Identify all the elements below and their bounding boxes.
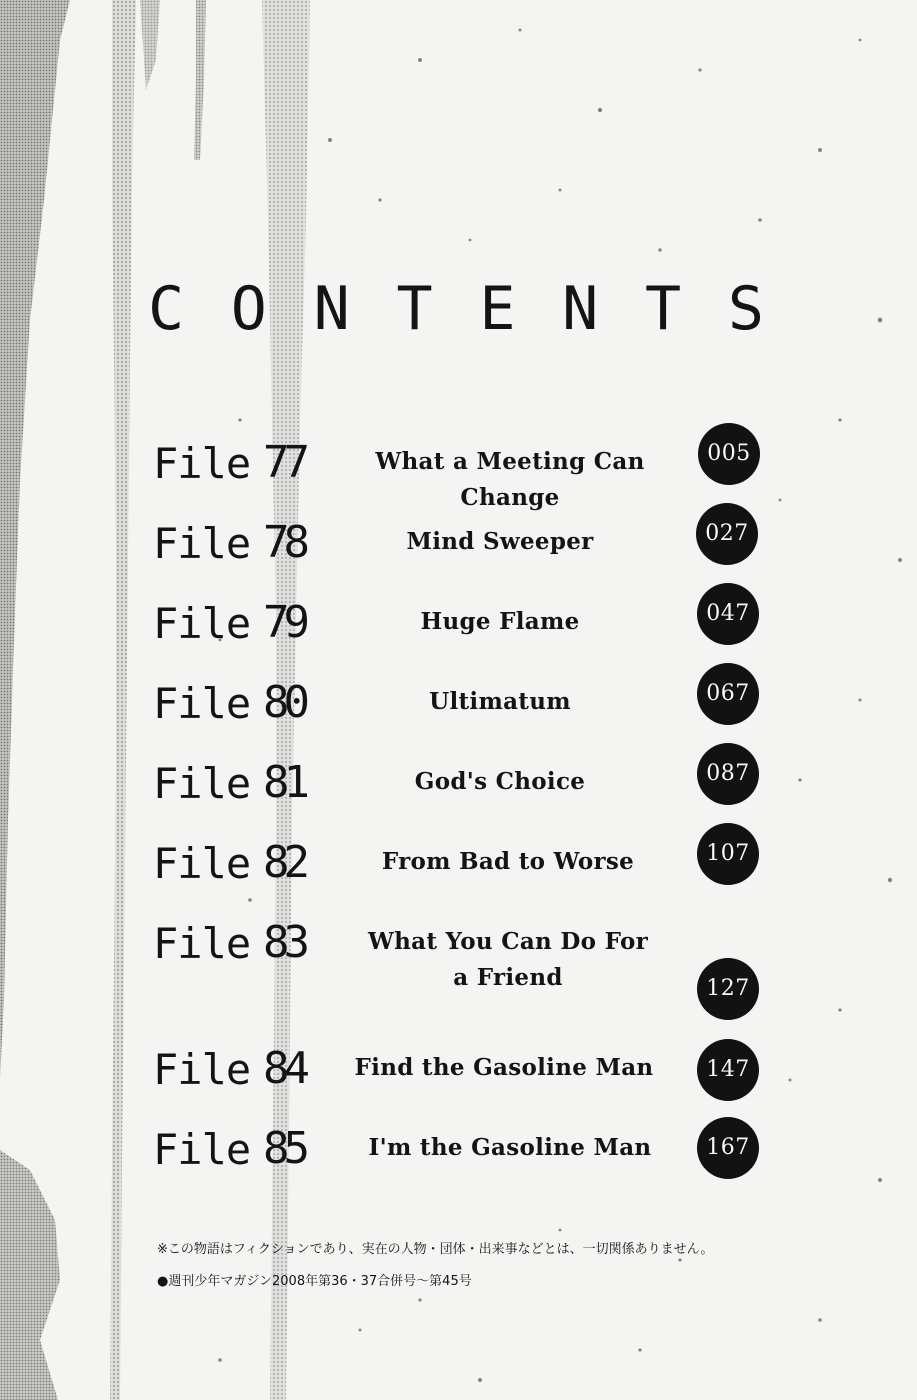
file-number: 85 xyxy=(263,1123,304,1174)
page-number-badge: 027 xyxy=(696,503,758,565)
file-number: 81 xyxy=(263,757,304,808)
heading-letter: N xyxy=(562,274,599,344)
chapter-title: Huge Flame xyxy=(420,608,580,635)
page-number-badge: 005 xyxy=(698,423,760,485)
disclaimer-note: ※この物語はフィクションであり、実在の人物・団体・出来事などとは、一切関係ありません。 xyxy=(157,1242,714,1257)
file-label: File xyxy=(153,919,251,968)
file-label: File xyxy=(153,839,251,888)
page-number-badge: 127 xyxy=(697,958,759,1020)
file-label: File xyxy=(153,1125,251,1174)
file-label: File xyxy=(153,519,251,568)
chapter-title: Mind Sweeper xyxy=(406,528,594,555)
serialization-note: ●週刊少年マガジン2008年第36・37合併号〜第45号 xyxy=(157,1274,472,1289)
file-number: 78 xyxy=(263,517,304,568)
heading-letter: S xyxy=(727,274,764,344)
chapter-title: Ultimatum xyxy=(429,688,571,715)
file-number: 82 xyxy=(263,837,304,888)
file-label: File xyxy=(153,679,251,728)
file-number: 79 xyxy=(263,597,304,648)
file-label: File xyxy=(153,1045,251,1094)
heading-letter: E xyxy=(479,274,516,344)
file-number: 80 xyxy=(263,677,304,728)
chapter-title: From Bad to Worse xyxy=(381,848,635,875)
file-label: File xyxy=(153,439,251,488)
chapter-title: Find the Gasoline Man xyxy=(354,1054,654,1081)
page-number-badge: 167 xyxy=(697,1117,759,1179)
heading-letter: T xyxy=(645,274,682,344)
chapter-title: God's Choice xyxy=(414,768,586,795)
file-label: File xyxy=(153,599,251,648)
page-number-badge: 147 xyxy=(697,1039,759,1101)
chapter-title: What You Can Do For a Friend xyxy=(367,928,649,991)
page-number-badge: 087 xyxy=(697,743,759,805)
page-number-badge: 047 xyxy=(697,583,759,645)
file-label: File xyxy=(153,759,251,808)
heading-letter: C xyxy=(147,274,185,344)
contents-heading xyxy=(146,270,766,348)
chapter-title: I'm the Gasoline Man xyxy=(368,1134,652,1161)
chapter-title: What a Meeting Can Change xyxy=(375,448,645,511)
page-number-badge: 107 xyxy=(697,823,759,885)
heading-letter: N xyxy=(313,274,350,344)
heading-letter: T xyxy=(396,274,433,344)
file-number: 84 xyxy=(263,1043,304,1094)
heading-letter: O xyxy=(230,274,267,344)
file-number: 77 xyxy=(263,437,304,488)
page-number-badge: 067 xyxy=(697,663,759,725)
file-number: 83 xyxy=(263,917,304,968)
